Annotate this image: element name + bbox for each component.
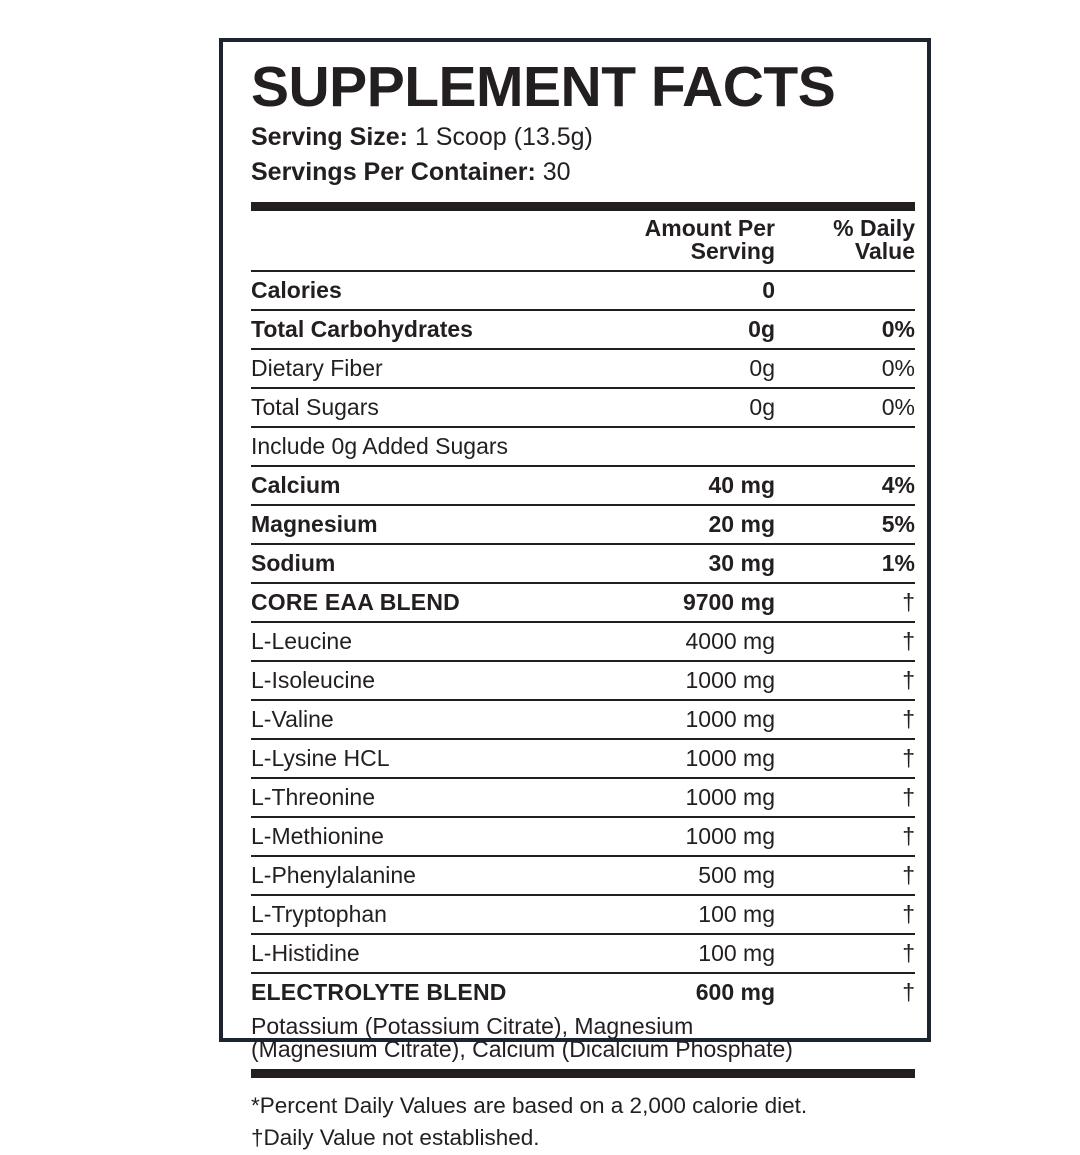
table-header-row [251,211,915,271]
row-dv: † [902,666,915,693]
table-row [251,740,915,778]
row-name: L-Isoleucine [251,666,376,693]
row-amount: 0g [749,393,775,420]
ingredients-line-1: Potassium (Potassium Citrate), Magnesium [251,1012,694,1039]
row-amount: 0g [748,315,775,342]
header-nutrient [251,211,561,271]
row-name: L-Phenylalanine [251,861,416,888]
row-dv: † [902,783,915,810]
row-name: L-Lysine HCL [251,744,390,771]
row-amount: 1000 mg [685,783,775,810]
row-dv [775,272,915,310]
row-dv: 5% [881,510,915,537]
row-name: L-Valine [251,705,334,732]
row-amount: 100 mg [698,939,775,966]
blend-dv: † [902,588,915,615]
row-name: L-Methionine [251,822,384,849]
row-amount: 0g [749,354,775,381]
row-dv: † [902,822,915,849]
row-dv: 1% [881,549,915,576]
table-row [251,779,915,817]
table-row [251,350,915,388]
row-dv: 4% [881,471,915,498]
row-amount: 1000 mg [685,744,775,771]
blend-amount: 600 mg [695,978,775,1005]
header-amount-per-serving: Amount Per Serving [644,214,775,264]
header-daily-value: % Daily Value [833,214,915,264]
row-name: L-Threonine [251,783,376,810]
servings-per-container-value: 30 [542,158,571,187]
row-amount: 30 mg [708,549,775,576]
row-amount: 40 mg [708,471,775,498]
row-name: L-Leucine [251,627,353,654]
table-row [251,857,915,895]
ingredients-text [251,1011,915,1074]
row-name: L-Histidine [251,939,360,966]
serving-size-row [251,120,903,156]
row-name: Dietary Fiber [251,354,383,381]
divider-thick-bottom [251,1073,915,1078]
blend-dv: † [902,978,915,1005]
row-name: Total Carbohydrates [251,315,473,342]
supplement-facts-content [251,55,915,1155]
row-dv: 0% [881,393,915,420]
table-row [251,662,915,700]
table-row [251,818,915,856]
row-amount: 500 mg [698,861,775,888]
table-row [251,896,915,934]
page-title: SUPPLEMENT FACTS [251,55,836,119]
ingredients-line-2: (Magnesium Citrate), Calcium (Dicalcium Phosphate) [251,1035,793,1062]
row-amount: 20 mg [708,510,775,537]
table-row [251,272,915,310]
row-dv: 0% [881,315,915,342]
blend-name: ELECTROLYTE BLEND [251,978,507,1005]
table-row [251,506,915,544]
core-eaa-blend-row [251,584,915,622]
row-dv: † [902,705,915,732]
row-dv [775,428,915,466]
table-row [251,311,915,349]
row-amount: 1000 mg [685,666,775,693]
table-row [251,623,915,661]
row-amount: 100 mg [698,900,775,927]
row-dv: † [902,900,915,927]
serving-size-value: 1 Scoop (13.5g) [414,122,593,151]
row-name: Sodium [251,549,336,576]
row-amount [561,428,775,466]
row-name: Calories [251,276,342,303]
row-name: Total Sugars [251,393,379,420]
row-name: L-Tryptophan [251,900,387,927]
row-amount: 1000 mg [685,822,775,849]
row-dv: † [902,861,915,888]
row-name: Magnesium [251,510,378,537]
row-dv: 0% [881,354,915,381]
table-row [251,701,915,739]
blend-amount: 9700 mg [682,588,775,615]
table-row [251,545,915,583]
table-row [251,467,915,505]
footnotes [251,1090,903,1155]
footnote-dagger: †Daily Value not established. [251,1125,540,1151]
blend-name: CORE EAA BLEND [251,588,460,615]
row-dv: † [902,744,915,771]
table-row [251,935,915,973]
table-row [251,428,915,466]
nutrition-table [251,202,915,1078]
table-row [251,389,915,427]
servings-per-container-label: Servings Per Container: [251,158,536,187]
row-name: Calcium [251,471,341,498]
electrolyte-ingredients-row [251,1011,915,1074]
row-amount: 1000 mg [685,705,775,732]
row-amount: 0 [762,276,775,303]
row-amount: 4000 mg [685,627,775,654]
row-dv: † [902,939,915,966]
servings-per-container-row [251,155,903,191]
row-name: Include 0g Added Sugars [251,432,509,459]
row-dv: † [902,627,915,654]
supplement-facts-panel [219,38,931,1151]
footnote-daily-values: *Percent Daily Values are based on a 2,000 calorie diet. [251,1092,808,1118]
electrolyte-blend-row [251,974,915,1011]
serving-size-label: Serving Size: [251,122,408,151]
